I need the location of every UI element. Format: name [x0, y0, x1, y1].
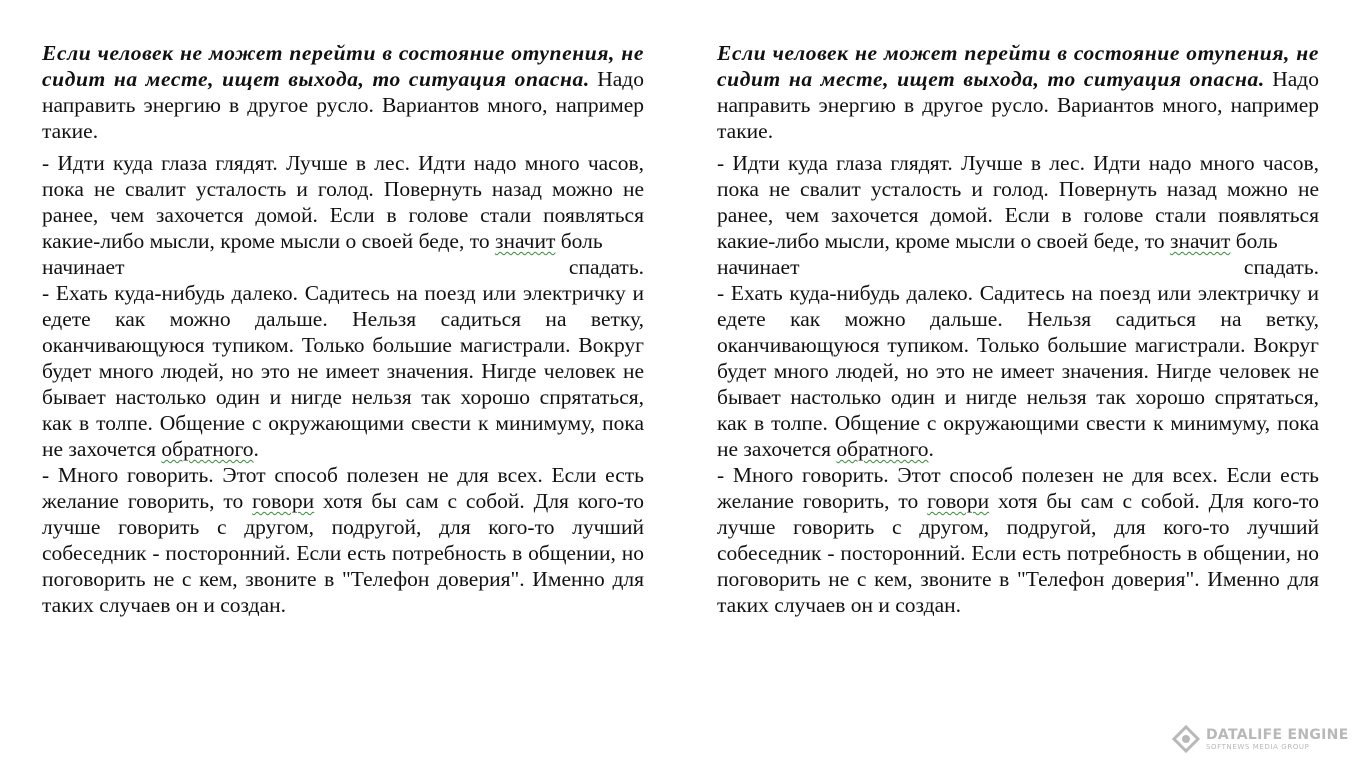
item-talk-text: - Много говорить. Этот способ полезен не для всех. Если есть желание говорить, то [42, 463, 644, 513]
item-travel-text: - Ехать куда-нибудь далеко. Садитесь на поезд или электричку и едете как можно дальше. Нельзя садиться на ветку, оканчивающуюся тупиком. Только большие магистрали. Вокруг будет много людей, но это не имеет значения. Нигде человек не бывает настолько один и нигде нельзя так хорошо спрятаться, как в толпе. Общение с окружающими свести к минимуму, пока не захочется [42, 281, 644, 461]
text-column-left [42, 40, 644, 618]
spellcheck-word: обратного [161, 437, 254, 461]
spellcheck-word: значит [1169, 229, 1231, 253]
spellcheck-word: значит [494, 229, 556, 253]
item-walk-last-right: спадать. [1243, 255, 1319, 279]
intro-text: Надо направить энергию в другое русло. Вариантов много, например такие. [42, 67, 644, 143]
item-talk-paragraph [717, 462, 1319, 618]
datalife-logo-icon [1172, 725, 1200, 753]
intro-text: Надо направить энергию в другое русло. Вариантов много, например такие. [717, 67, 1319, 143]
watermark-subtitle: SOFTNEWS MEDIA GROUP [1206, 742, 1310, 751]
item-walk-last-right: спадать. [568, 255, 644, 279]
watermark-title: DATALIFE ENGINE [1206, 726, 1349, 743]
watermark [1172, 724, 1352, 754]
text-column-right [717, 40, 1319, 618]
item-talk-paragraph [42, 462, 644, 618]
item-travel-paragraph [42, 280, 644, 462]
item-walk-text: - Идти куда глаза глядят. Лучше в лес. Идти надо много часов, пока не свалит усталость и голод. Повернуть назад можно не ранее, чем захочется домой. Если в голове стали появляться какие-либо мысли, кроме мысли о своей беде, то [42, 151, 644, 253]
item-travel-end: . [253, 437, 259, 461]
intro-paragraph [717, 40, 1319, 144]
intro-paragraph [42, 40, 644, 144]
item-walk-last-line [717, 254, 1319, 280]
item-walk-end: боль [1230, 229, 1278, 253]
item-talk-end: хотя бы сам с собой. Для кого-то лучше говорить с другом, подругой, для кого-то лучший собеседник - посторонний. Если есть потребность в общении, но поговорить не с кем, звоните в "Телефон доверия". Именно для таких случаев он и создан. [717, 489, 1319, 617]
item-walk-last-left: начинает [42, 255, 125, 279]
item-walk-last-left: начинает [717, 255, 800, 279]
watermark-text [1206, 728, 1349, 751]
spellcheck-word: обратного [836, 437, 929, 461]
item-travel-text: - Ехать куда-нибудь далеко. Садитесь на поезд или электричку и едете как можно дальше. Нельзя садиться на ветку, оканчивающуюся тупиком. Только большие магистрали. Вокруг будет много людей, но это не имеет значения. Нигде человек не бывает настолько один и нигде нельзя так хорошо спрятаться, как в толпе. Общение с окружающими свести к минимуму, пока не захочется [717, 281, 1319, 461]
item-walk-last-line [42, 254, 644, 280]
item-talk-end: хотя бы сам с собой. Для кого-то лучше говорить с другом, подругой, для кого-то лучший собеседник - посторонний. Если есть потребность в общении, но поговорить не с кем, звоните в "Телефон доверия". Именно для таких случаев он и создан. [42, 489, 644, 617]
item-talk-text: - Много говорить. Этот способ полезен не для всех. Если есть желание говорить, то [717, 463, 1319, 513]
item-walk-text: - Идти куда глаза глядят. Лучше в лес. Идти надо много часов, пока не свалит усталость и голод. Повернуть назад можно не ранее, чем захочется домой. Если в голове стали появляться какие-либо мысли, кроме мысли о своей беде, то [717, 151, 1319, 253]
item-walk-paragraph [42, 150, 644, 254]
intro-bold-text: Если человек не может перейти в состояние отупения, не сидит на месте, ищет выхода, то ситуация опасна. [717, 41, 1319, 91]
item-walk-end: боль [555, 229, 603, 253]
item-walk-paragraph [717, 150, 1319, 254]
item-travel-paragraph [717, 280, 1319, 462]
spellcheck-word: говори [927, 489, 990, 513]
spellcheck-word: говори [252, 489, 315, 513]
intro-bold-text: Если человек не может перейти в состояние отупения, не сидит на месте, ищет выхода, то ситуация опасна. [42, 41, 644, 91]
item-travel-end: . [928, 437, 934, 461]
